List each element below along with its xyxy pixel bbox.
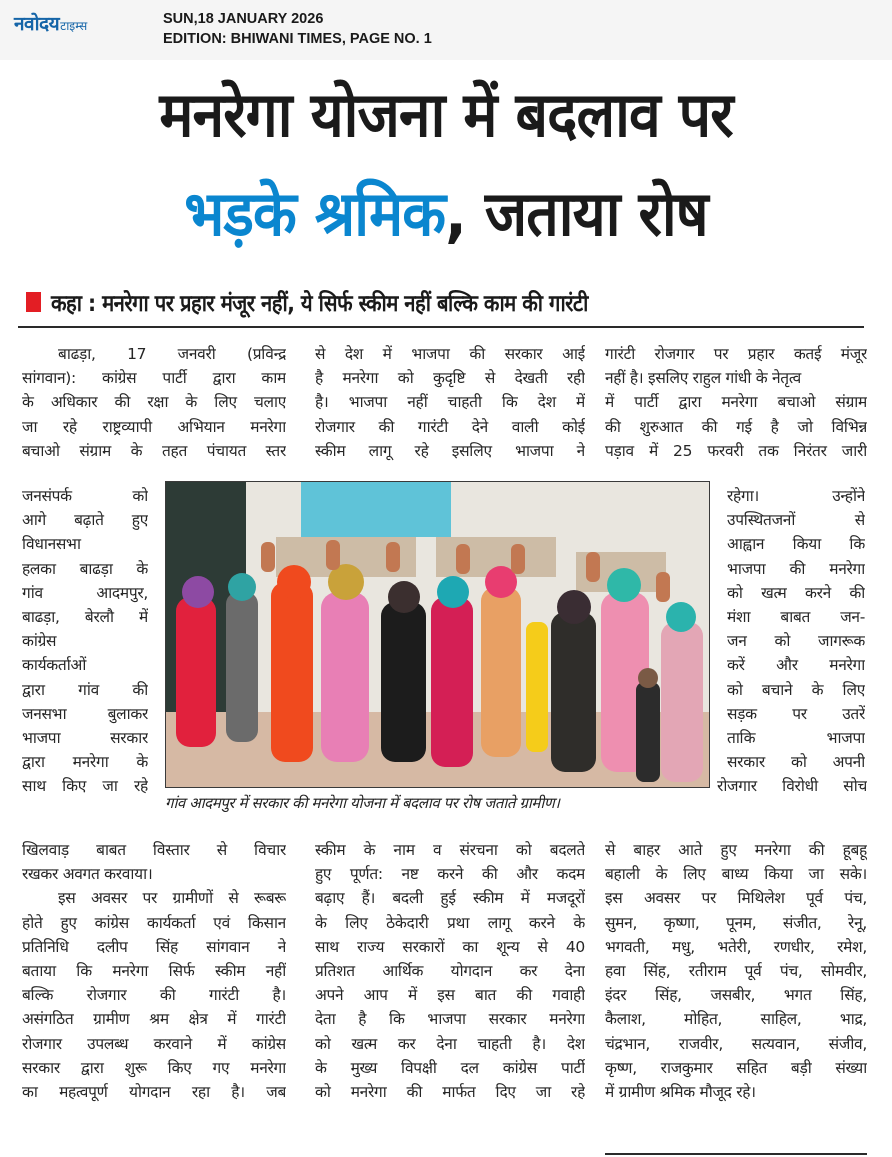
article-line: ताकि भाजपा <box>727 728 865 747</box>
article-col3-bottom <box>605 838 867 1104</box>
article-line: असंगठित ग्रामीण श्रम क्षेत्र में गारंटी <box>22 1010 286 1029</box>
article-line: हलका बाढड़ा के <box>22 559 148 578</box>
article-line: विधानसभा <box>22 535 81 554</box>
article-line: रहेगा। उन्होंने <box>727 487 865 505</box>
article-line: के लिए ठेकेदारी प्रथा लागू करने के <box>315 913 585 932</box>
article-line: जन को जागरूक <box>727 632 865 651</box>
article-line: है। भाजपा नहीं चाहती कि देश में <box>315 393 585 412</box>
article-line: खिलवाड़ बाबत विस्तार से विचार <box>22 841 286 859</box>
article-col2-bottom <box>315 838 585 1104</box>
article-line: हवा सिंह, रतीराम पूर्व पंच, सोमवीर, <box>605 961 867 980</box>
article-line: सुमन, कृष्णा, पूनम, संजीत, रेनू, <box>605 913 867 932</box>
article-line: कार्यकर्ताओं <box>22 656 87 675</box>
masthead-bar <box>0 0 892 60</box>
article-line: उपस्थितजनों से <box>727 511 865 530</box>
article-line: भाजपा की मनरेगा <box>727 559 865 578</box>
article-line: साथ राज्य सरकारों का शून्य से 40 <box>315 937 585 956</box>
article-line: इस अवसर पर ग्रामीणों से रूबरू <box>58 889 286 908</box>
logo-main-text: नवोदय <box>14 13 60 35</box>
article-line: को खत्म कर देना चाहती है। देश <box>315 1034 585 1053</box>
article-line: बचाओ संग्राम के तहत पंचायत स्तर <box>22 441 286 460</box>
article-col1-bottom <box>22 838 286 1104</box>
article-line: का महत्वपूर्ण योगदान रहा है। जब <box>22 1082 286 1101</box>
article-line: बहाली के लिए बाध्य किया जा सके। <box>605 865 867 884</box>
article-line: द्वारा गांव की <box>22 680 148 699</box>
article-line: रखकर अवगत करवाया। <box>22 865 153 884</box>
article-line: भाजपा सरकार <box>22 728 148 747</box>
article-line: नहीं है। इसलिए राहुल गांधी के नेतृत्व <box>605 369 801 388</box>
article-line: कृष्ण, राजकुमार सहित बड़ी संख्या <box>605 1058 867 1077</box>
article-line: हुए पूर्णत: नष्ट करने की और कदम <box>315 865 585 884</box>
edition-info <box>163 9 432 49</box>
edition-name: EDITION: BHIWANI TIMES, PAGE NO. 1 <box>163 31 432 47</box>
article-line: द्वारा मनरेगा के <box>22 753 148 772</box>
article-line: चंद्रभान, राजवीर, सत्यवान, संजीव, <box>605 1034 867 1053</box>
subheadline-divider <box>18 326 864 328</box>
article-line: जनसभा बुलाकर <box>22 704 148 723</box>
article-line: कांग्रेस <box>22 632 57 651</box>
article-line: सरकार द्वारा शुरू किए गए मनरेगा <box>22 1058 286 1077</box>
article-line: बाढड़ा, बेरलौ में <box>22 607 148 626</box>
article-line: में ग्रामीण श्रमिक मौजूद रहे। <box>605 1082 756 1101</box>
article-line: से देश में भाजपा की सरकार आई <box>315 345 585 363</box>
article-line: बताया कि मनरेगा सिर्फ स्कीम नहीं <box>22 961 286 980</box>
article-line: से बाहर आते हुए मनरेगा की हूबहू <box>605 841 867 859</box>
article-line: इस अवसर पर मिथिलेश पूर्व पंच, <box>605 889 867 908</box>
photo-caption: गांव आदमपुर में सरकार की मनरेगा योजना में बदलाव पर रोष जताते ग्रामीण। <box>165 794 560 812</box>
headline-rest: , जताया रोष <box>445 177 708 250</box>
headline-highlight: भड़के श्रमिक <box>184 177 446 250</box>
subheadline-text: कहा : मनरेगा पर प्रहार मंजूर नहीं, ये सिर्फ स्कीम नहीं बल्कि काम की गारंटी <box>51 291 588 317</box>
article-line: सरकार को अपनी <box>727 753 865 772</box>
article-line: प्रतिनिधि दलीप सिंह सांगवान ने <box>22 937 286 956</box>
article-line: स्कीम लागू रहे इसलिए भाजपा ने <box>315 441 585 460</box>
article-line: इंदर सिंह, जसबीर, भगत सिंह, <box>605 986 867 1005</box>
article-line: है मनरेगा को कुदृष्टि से देखती रही <box>315 369 585 388</box>
protest-group-photo-illustration <box>166 482 710 788</box>
article-line: देता है कि भाजपा सरकार मनरेगा <box>315 1010 585 1029</box>
article-line: सड़क पर उतरें <box>727 704 865 723</box>
newspaper-logo <box>14 10 87 36</box>
edition-date: SUN,18 JANUARY 2026 <box>163 11 324 27</box>
article-line: के अधिकार की रक्षा के लिए चलाए <box>22 393 286 412</box>
article-line: को मनरेगा की मार्फत दिए जा रहे <box>315 1082 585 1101</box>
article-line: के मुख्य विपक्षी दल कांग्रेस पार्टी <box>315 1058 585 1077</box>
article-col3-top <box>605 342 867 463</box>
article-line: रोजगार उपलब्ध करवाने में कांग्रेस <box>22 1034 286 1053</box>
article-line: प्रतिशत आर्थिक योगदान कर देना <box>315 961 585 980</box>
article-line: गांव आदमपुर, <box>22 583 148 602</box>
article-line: को खत्म करने की <box>727 583 865 602</box>
article-line: कैलाश, मोहित, साहिल, भाद्र, <box>605 1010 867 1029</box>
subheadline <box>26 284 661 320</box>
article-line: को बचाने के लिए <box>727 680 865 699</box>
red-square-marker-icon <box>26 292 41 312</box>
article-line: की शुरुआत की गई है जो विभिन्न <box>605 417 867 436</box>
article-line: भगवती, मधु, भतेरी, रणधीर, रमेश, <box>605 937 867 956</box>
headline-line-1: मनरेगा योजना में बदलाव पर <box>159 78 733 151</box>
article-line: करें और मनरेगा <box>727 656 865 675</box>
article-line: अपने आप में इस बात की गवाही <box>315 986 585 1005</box>
article-line: रोजगार विरोधी सोच <box>717 777 867 796</box>
article-end-divider <box>605 1153 867 1155</box>
article-line: में पार्टी द्वारा मनरेगा बचाओ संग्राम <box>605 393 867 412</box>
article-line: बढ़ाए हैं। बदली हुई स्कीम में मजदूरों <box>315 889 585 908</box>
headline-line-2 <box>36 164 857 264</box>
article-col1-wrap <box>22 484 148 798</box>
article-line: आगे बढ़ाते हुए <box>22 511 148 530</box>
article-line: जनसंपर्क को <box>22 487 148 505</box>
article-line: बल्कि रोजगार की गारंटी है। <box>22 986 286 1005</box>
article-col2-top <box>315 342 585 463</box>
article-line: गारंटी रोजगार पर प्रहार कतई मंजूर <box>605 345 867 363</box>
article-line: पड़ाव में 25 फरवरी तक निरंतर जारी <box>605 441 867 460</box>
news-photo <box>165 481 710 788</box>
article-line: रोजगार की गारंटी देने वाली कोई <box>315 417 585 436</box>
article-line: आह्वान किया कि <box>727 535 865 554</box>
article-line: होते हुए कांग्रेस कार्यकर्ता एवं किसान <box>22 913 286 932</box>
article-line: जा रहे राष्ट्रव्यापी अभियान मनरेगा <box>22 417 286 436</box>
logo-sub-text: टाइम्स <box>60 19 88 33</box>
article-line: बाढड़ा, 17 जनवरी (प्रविन्द्र <box>58 345 286 363</box>
article-line: साथ किए जा रहे <box>22 777 148 796</box>
article-line: मंशा बाबत जन- <box>727 607 865 626</box>
article-col3-wrap <box>717 484 867 798</box>
article-col1-top <box>22 342 286 463</box>
article-line: सांगवान): कांग्रेस पार्टी द्वारा काम <box>22 369 286 388</box>
article-line: स्कीम के नाम व संरचना को बदलते <box>315 841 585 859</box>
